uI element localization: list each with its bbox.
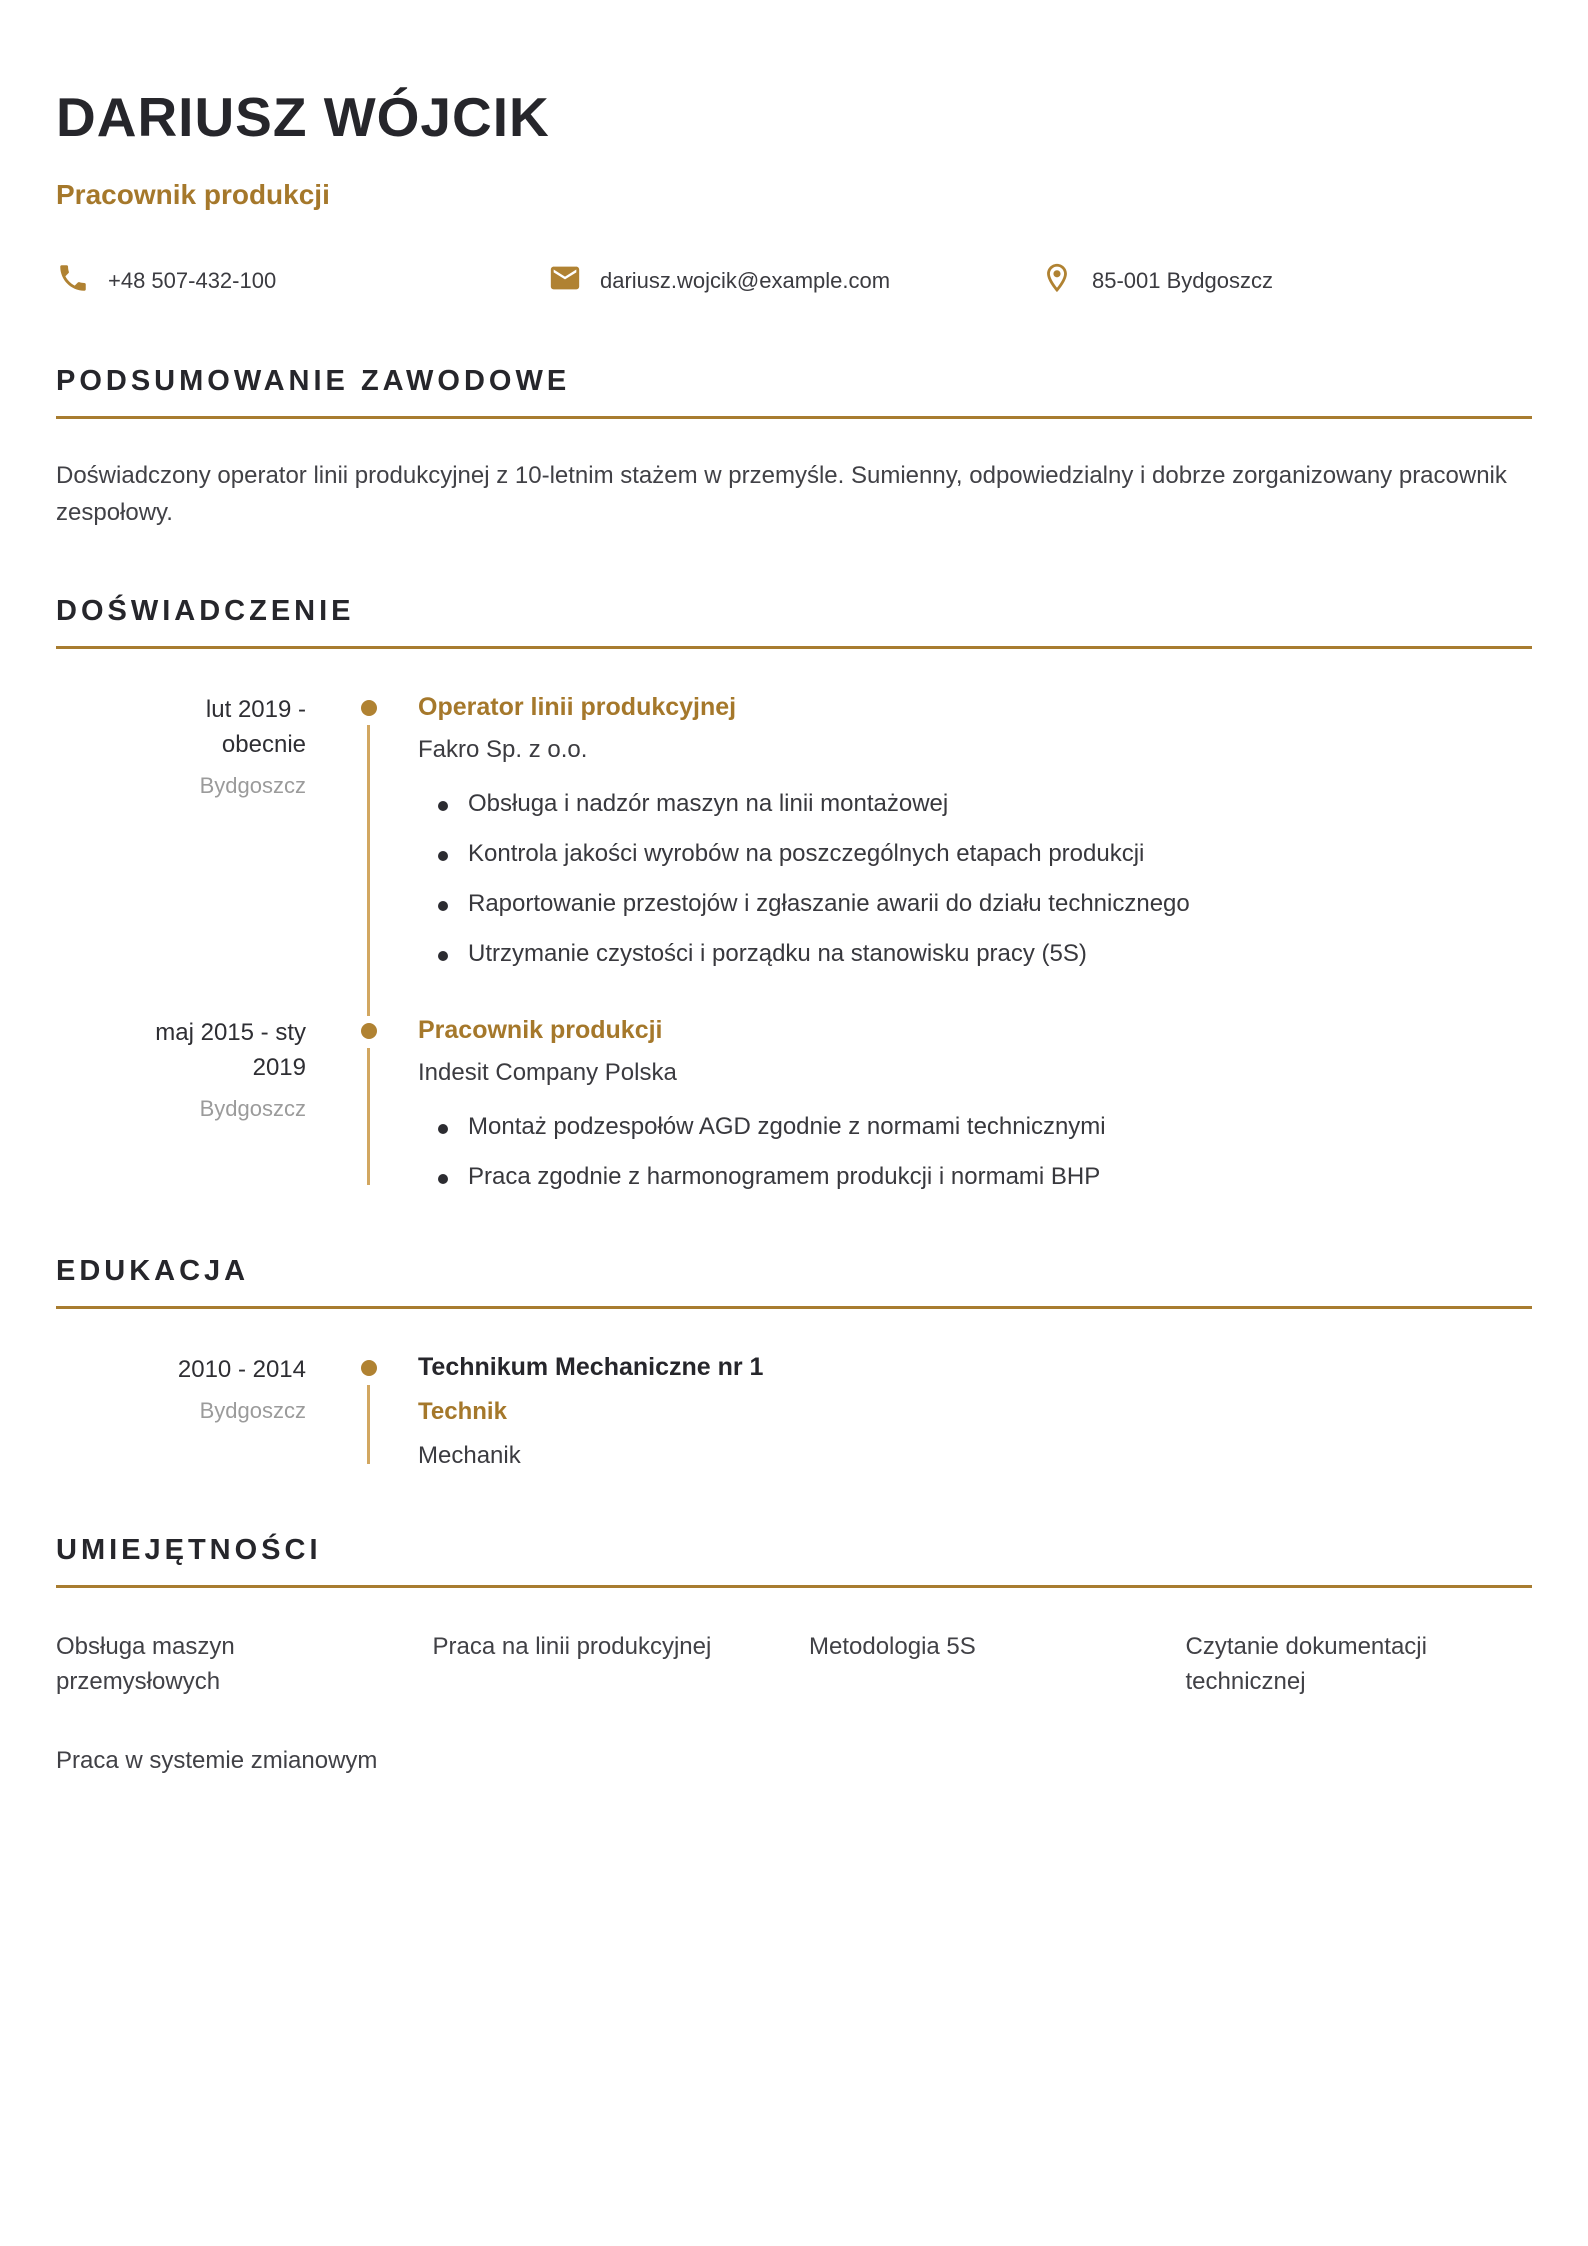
contact-email-text: dariusz.wojcik@example.com bbox=[600, 268, 891, 293]
section-divider bbox=[56, 646, 1532, 649]
entry-location: Bydgoszcz bbox=[199, 1095, 306, 1121]
entry-bullet-list bbox=[418, 1113, 1532, 1191]
summary-text: Doświadczony operator linii produkcyjnej z 10-letnim stażem w przemyśle. Sumienny, odpowiedzialny i dobrze zorganizowany pracownik zespołowy. bbox=[56, 462, 1507, 527]
entry-dates bbox=[56, 693, 306, 968]
entry-bullet: Kontrola jakości wyrobów na poszczególnych etapach produkcji bbox=[418, 840, 1532, 868]
timeline-line bbox=[367, 725, 370, 1016]
contact-location-text: 85-001 Bydgoszcz bbox=[1092, 268, 1273, 293]
timeline-dot-icon bbox=[361, 700, 377, 716]
timeline-line bbox=[367, 1048, 370, 1185]
education-school: Technikum Mechaniczne nr 1 bbox=[418, 1353, 764, 1382]
timeline-marker bbox=[306, 1353, 418, 1470]
contact-phone-text: +48 507-432-100 bbox=[108, 268, 277, 293]
entry-date-range: lut 2019 - obecnie bbox=[205, 696, 306, 759]
entry-bullet: Raportowanie przestojów i zgłaszanie awarii do działu technicznego bbox=[418, 890, 1532, 918]
entry-bullet: Montaż podzespołów AGD zgodnie z normami technicznymi bbox=[418, 1113, 1532, 1141]
skill-item: Metodologia 5S bbox=[809, 1633, 976, 1661]
education-entry bbox=[56, 1353, 1532, 1470]
entry-bullet: Utrzymanie czystości i porządku na stanowisku pracy (5S) bbox=[418, 940, 1532, 968]
entry-dates bbox=[56, 1016, 306, 1191]
entry-bullet-list bbox=[418, 790, 1532, 968]
contact-location bbox=[1040, 261, 1532, 301]
entry-bullet: Praca zgodnie z harmonogramem produkcji i normami BHP bbox=[418, 1163, 1532, 1191]
person-name: DARIUSZ WÓJCIK bbox=[56, 86, 550, 148]
skill-item: Czytanie dokumentacji technicznej bbox=[1185, 1633, 1427, 1696]
entry-content bbox=[418, 693, 1532, 968]
entry-company: Indesit Company Polska bbox=[418, 1059, 677, 1087]
entry-bullet: Obsługa i nadzór maszyn na linii montażowej bbox=[418, 790, 1532, 818]
section-education bbox=[56, 1255, 1532, 1470]
entry-job-title: Pracownik produkcji bbox=[418, 1016, 663, 1045]
email-icon bbox=[548, 261, 582, 301]
entry-job-title: Operator linii produkcyjnej bbox=[418, 693, 737, 722]
entry-company: Fakro Sp. z o.o. bbox=[418, 736, 588, 764]
education-degree: Technik bbox=[418, 1398, 507, 1426]
resume-header bbox=[56, 85, 1532, 301]
timeline-line bbox=[367, 1385, 370, 1464]
summary-heading: PODSUMOWANIE ZAWODOWE bbox=[56, 365, 571, 397]
skill-item: Praca w systemie zmianowym bbox=[56, 1746, 378, 1774]
entry-location: Bydgoszcz bbox=[199, 1398, 306, 1424]
phone-icon bbox=[56, 261, 90, 301]
skill-item: Praca na linii produkcyjnej bbox=[432, 1633, 712, 1661]
location-icon bbox=[1040, 261, 1074, 301]
experience-entries bbox=[56, 693, 1532, 1191]
education-entries bbox=[56, 1353, 1532, 1470]
entry-content bbox=[418, 1016, 1532, 1191]
entry-dates bbox=[56, 1353, 306, 1470]
timeline-dot-icon bbox=[361, 1023, 377, 1039]
section-experience bbox=[56, 595, 1532, 1191]
timeline-marker bbox=[306, 1016, 418, 1191]
section-divider bbox=[56, 416, 1532, 419]
entry-date-range: maj 2015 - sty 2019 bbox=[155, 1019, 306, 1082]
experience-entry bbox=[56, 693, 1532, 968]
skill-item: Obsługa maszyn przemysłowych bbox=[56, 1633, 235, 1696]
entry-date-range: 2010 - 2014 bbox=[177, 1356, 306, 1384]
section-divider bbox=[56, 1306, 1532, 1309]
skills-grid bbox=[56, 1630, 1532, 1778]
contact-row bbox=[56, 261, 1532, 301]
education-field: Mechanik bbox=[418, 1442, 521, 1470]
timeline-marker bbox=[306, 693, 418, 968]
entry-location: Bydgoszcz bbox=[199, 772, 306, 798]
experience-entry bbox=[56, 1016, 1532, 1191]
contact-phone bbox=[56, 261, 548, 301]
education-heading: EDUKACJA bbox=[56, 1255, 250, 1288]
experience-heading: DOŚWIADCZENIE bbox=[56, 595, 355, 628]
section-skills bbox=[56, 1534, 1532, 1778]
section-summary bbox=[56, 365, 1532, 531]
entry-content bbox=[418, 1353, 1532, 1470]
timeline-dot-icon bbox=[361, 1360, 377, 1376]
section-divider bbox=[56, 1585, 1532, 1588]
person-job-title: Pracownik produkcji bbox=[56, 179, 330, 210]
skills-heading: UMIEJĘTNOŚCI bbox=[56, 1534, 322, 1567]
contact-email bbox=[548, 261, 1040, 301]
